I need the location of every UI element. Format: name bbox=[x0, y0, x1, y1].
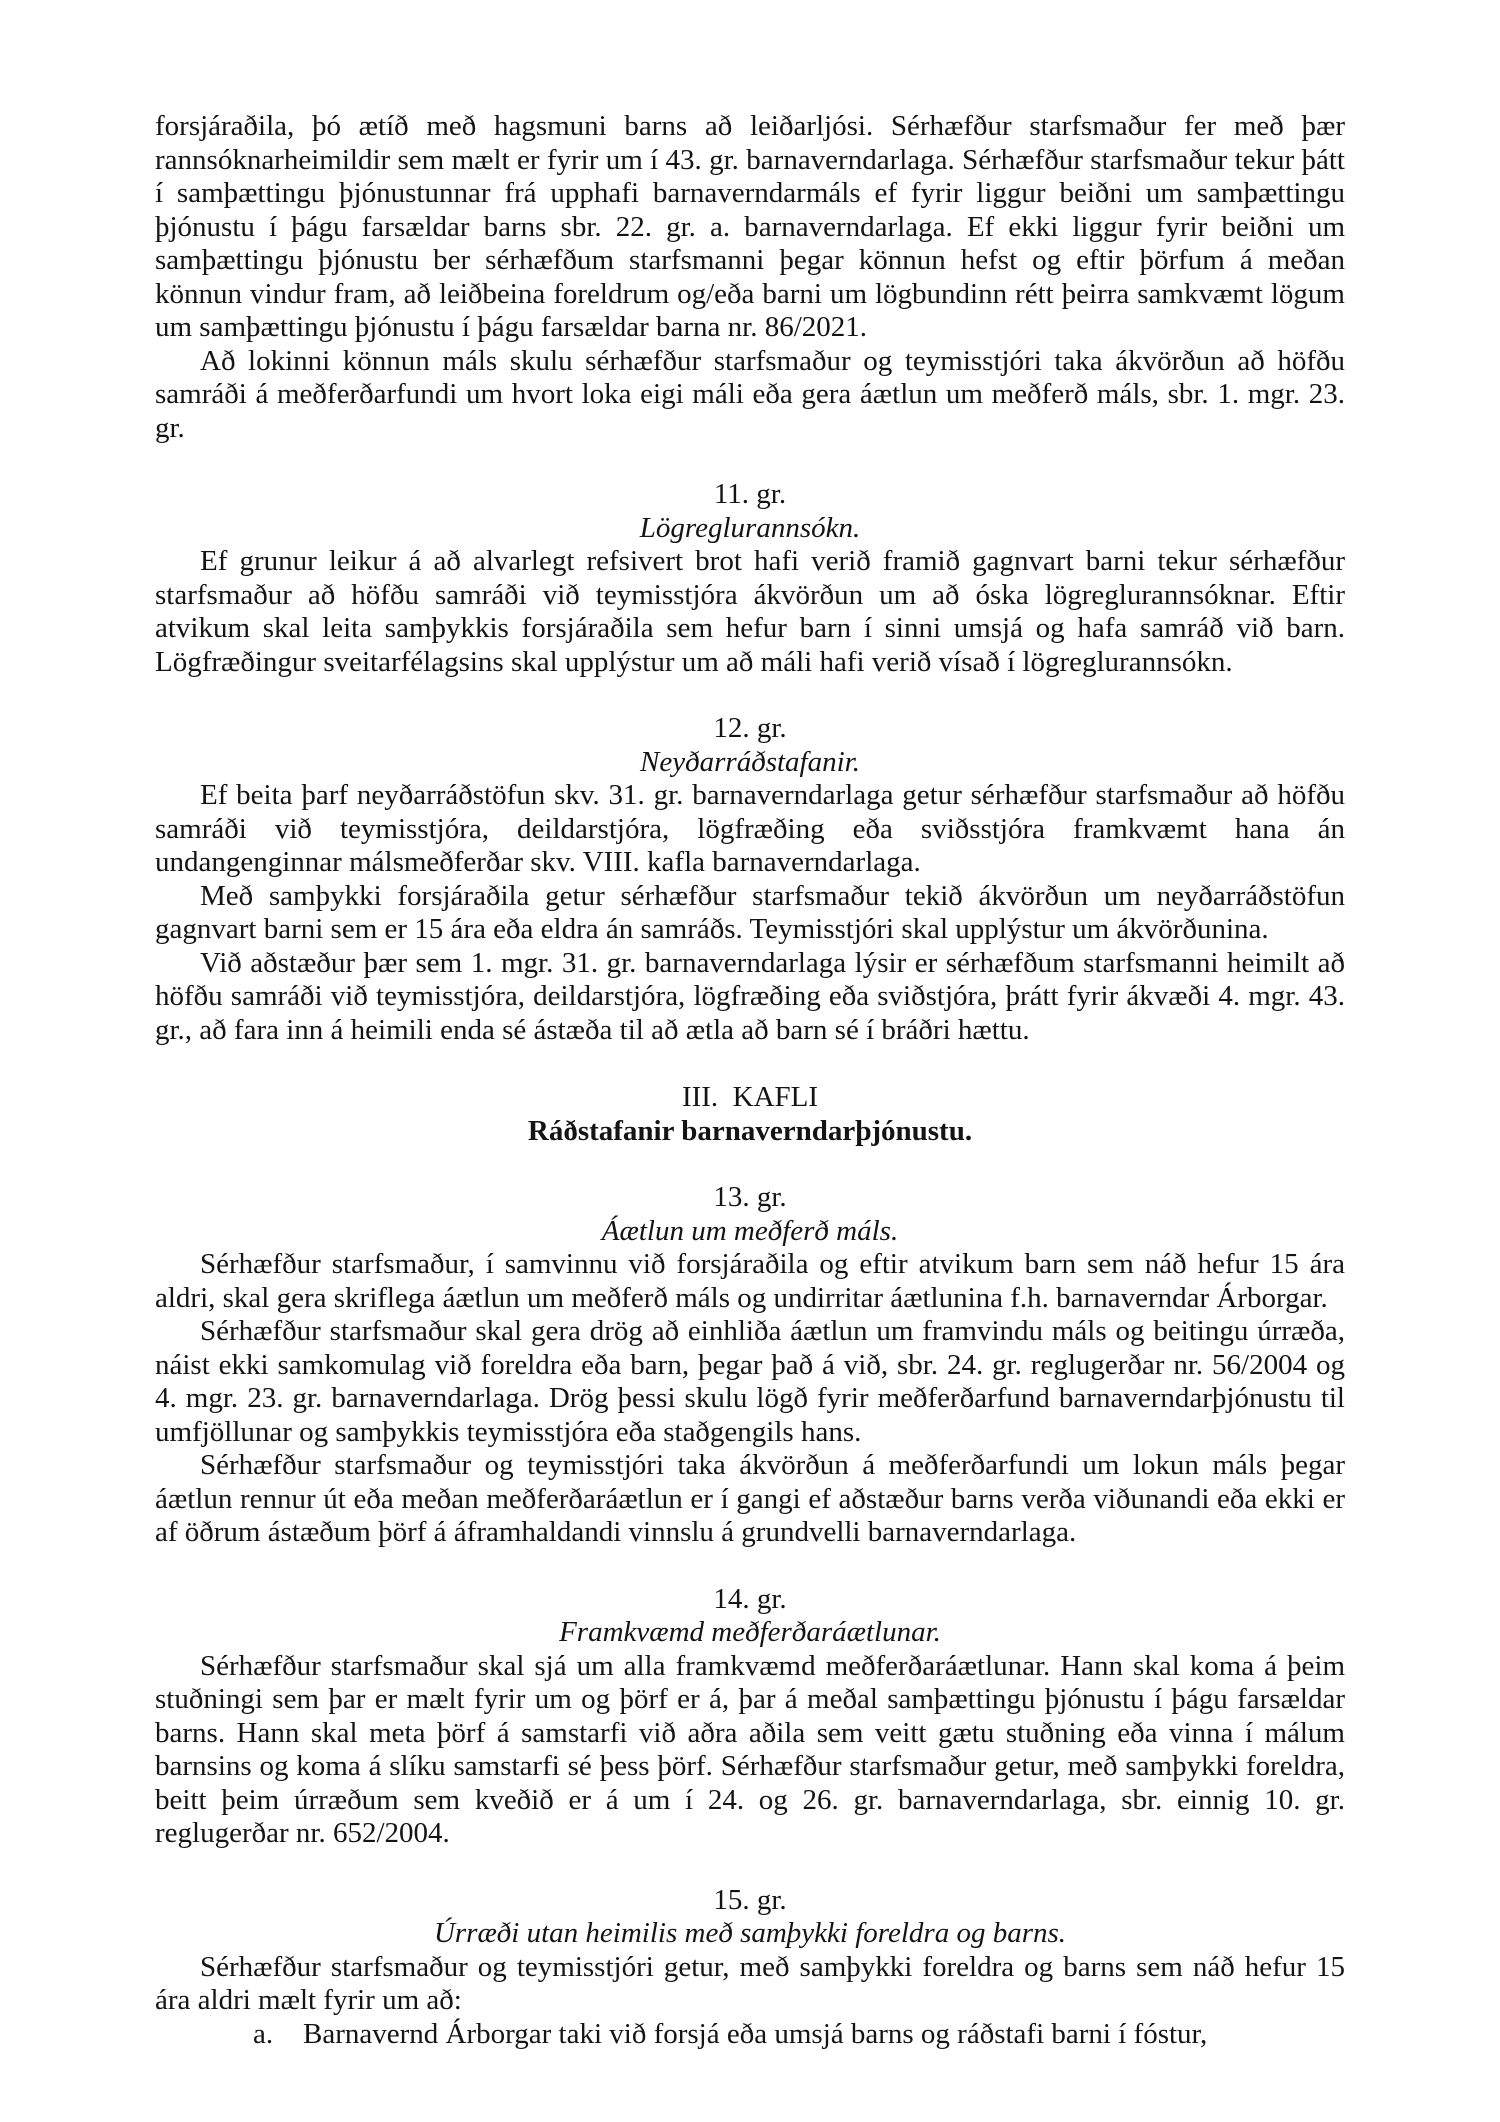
list-item bbox=[155, 2018, 1345, 2052]
chapter-number: III. KAFLI bbox=[681, 1081, 819, 1113]
paragraph: forsjáraðila, þó ætíð með hagsmuni barns að leiðarljósi. Sérhæfður starfsmaður fer með þær rannsóknarheimildir sem mælt er fyrir um í 43. gr. barnaverndarlaga. Sérhæfður starfsmaður tekur þátt í samþættingu þjónustunnar frá upphafi barnaverndarmáls ef fyrir liggur beiðni um samþættingu þjónustu í þágu farsældar barns sbr. 22. gr. a. barnaverndarlaga. Ef ekki liggur fyrir beiðni um samþættingu þjónustu ber sérhæfðum starfsmanni þegar könnun hefst og eftir þörfum á meðan könnun vindur fram, að leiðbeina foreldrum og/eða barni um lögbundinn rétt þeirra samkvæmt lögum um samþættingu þjónustu í þágu farsældar barna nr. 86/2021. bbox=[155, 110, 1345, 343]
paragraph: Sérhæfður starfsmaður skal sjá um alla framkvæmd meðferðaráætlunar. Hann skal koma á þeim stuðningi sem þar er mælt fyrir um og þörf er á, þar á meðal samþættingu þjónustu í þágu farsældar barns. Hann skal meta þörf á samstarfi við aðra aðila sem veitt gætu stuðning eða vinna í málum barnsins og koma á slíku samstarfi sé þess þörf. Sérhæfður starfsmaður getur, með samþykki foreldra, beitt þeim úrræðum sem kveðið er á um í 24. og 26. gr. barnaverndarlaga, sbr. einnig 10. gr. reglugerðar nr. 652/2004. bbox=[155, 1649, 1345, 1849]
section-title: Neyðarráðstafanir. bbox=[640, 745, 860, 778]
paragraph: Með samþykki forsjáraðila getur sérhæfður starfsmaður tekið ákvörðun um neyðarráðstöfun gagnvart barni sem er 15 ára eða eldra án samráðs. Teymisstjóri skal upplýstur um ákvörðunina. bbox=[155, 879, 1345, 945]
paragraph: Sérhæfður starfsmaður og teymisstjóri getur, með samþykki foreldra og barns sem náð hefur 15 ára aldri mælt fyrir um að: bbox=[155, 1950, 1345, 2016]
section-title: Úrræði utan heimilis með samþykki foreldra og barns. bbox=[433, 1917, 1067, 1949]
paragraph: Ef beita þarf neyðarráðstöfun skv. 31. gr. barnaverndarlaga getur sérhæfður starfsmaður að höfðu samráði við teymisstjóra, deildarstjóra, lögfræðing eða sviðsstjóra framkvæmt hana án undangenginnar málsmeðferðar skv. VIII. kafla barnaverndarlaga. bbox=[155, 779, 1345, 878]
list-item-marker: a. bbox=[253, 2017, 274, 2050]
paragraph: Sérhæfður starfsmaður, í samvinnu við forsjáraðila og eftir atvikum barn sem náð hefur 15 ára aldri, skal gera skriflega áætlun um meðferð máls og undirritar áætlunina f.h. barnaverndar Árborgar. bbox=[155, 1248, 1345, 1314]
paragraph: Sérhæfður starfsmaður og teymisstjóri taka ákvörðun á meðferðarfundi um lokun máls þegar áætlun rennur út eða meðan meðferðaráætlun er í gangi ef aðstæður barns verða viðunandi eða ekki er af öðrum ástæðum þörf á áframhaldandi vinnslu á grundvelli barnaverndarlaga. bbox=[155, 1449, 1345, 1548]
section-number: 14. gr. bbox=[713, 1582, 787, 1615]
chapter-title: Ráðstafanir barnaverndarþjónustu. bbox=[527, 1114, 973, 1147]
section-number: 13. gr. bbox=[713, 1181, 787, 1213]
section-number: 11. gr. bbox=[713, 478, 787, 510]
paragraph: Að lokinni könnun máls skulu sérhæfður starfsmaður og teymisstjóri taka ákvörðun að höfðu samráði á meðferðarfundi um hvort loka eigi máli eða gera áætlun um meðferð máls, sbr. 1. mgr. 23. gr. bbox=[155, 344, 1345, 444]
section-number: 12. gr. bbox=[713, 712, 787, 744]
section-title: Áætlun um meðferð máls. bbox=[601, 1214, 899, 1247]
list-item-text: Barnavernd Árborgar taki við forsjá eða umsjá barns og ráðstafi barni í fóstur, bbox=[303, 2017, 1208, 2050]
section-title: Lögreglurannsókn. bbox=[639, 511, 861, 544]
section-title: Framkvæmd meðferðaráætlunar. bbox=[559, 1616, 941, 1648]
section-number: 15. gr. bbox=[713, 1883, 787, 1916]
paragraph: Sérhæfður starfsmaður skal gera drög að einhliða áætlun um framvindu máls og beitingu úrræða, náist ekki samkomulag við foreldra eða barn, þegar það á við, sbr. 24. gr. reglugerðar nr. 56/2004 og 4. mgr. 23. gr. barnaverndarlaga. Drög þessi skulu lögð fyrir meðferðarfund barnaverndarþjónustu til umfjöllunar og samþykkis teymisstjóra eða staðgengils hans. bbox=[155, 1315, 1345, 1448]
paragraph: Ef grunur leikur á að alvarlegt refsivert brot hafi verið framið gagnvart barni tekur sérhæfður starfsmaður að höfðu samráði við teymisstjóra ákvörðun um að óska lögreglurannsóknar. Eftir atvikum skal leita samþykkis forsjáraðila sem hefur barn í sinni umsjá og hafa samráð við barn. Lögfræðingur sveitarfélagsins skal upplýstur um að máli hafi verið vísað í lögreglurannsókn. bbox=[155, 545, 1345, 678]
paragraph: Við aðstæður þær sem 1. mgr. 31. gr. barnaverndarlaga lýsir er sérhæfðum starfsmanni heimilt að höfðu samráði við teymisstjóra, deildarstjóra, lögfræðing eða sviðstjóra, þrátt fyrir ákvæði 4. mgr. 43. gr., að fara inn á heimili enda sé ástæða til að ætla að barn sé í bráðri hættu. bbox=[155, 946, 1345, 1046]
